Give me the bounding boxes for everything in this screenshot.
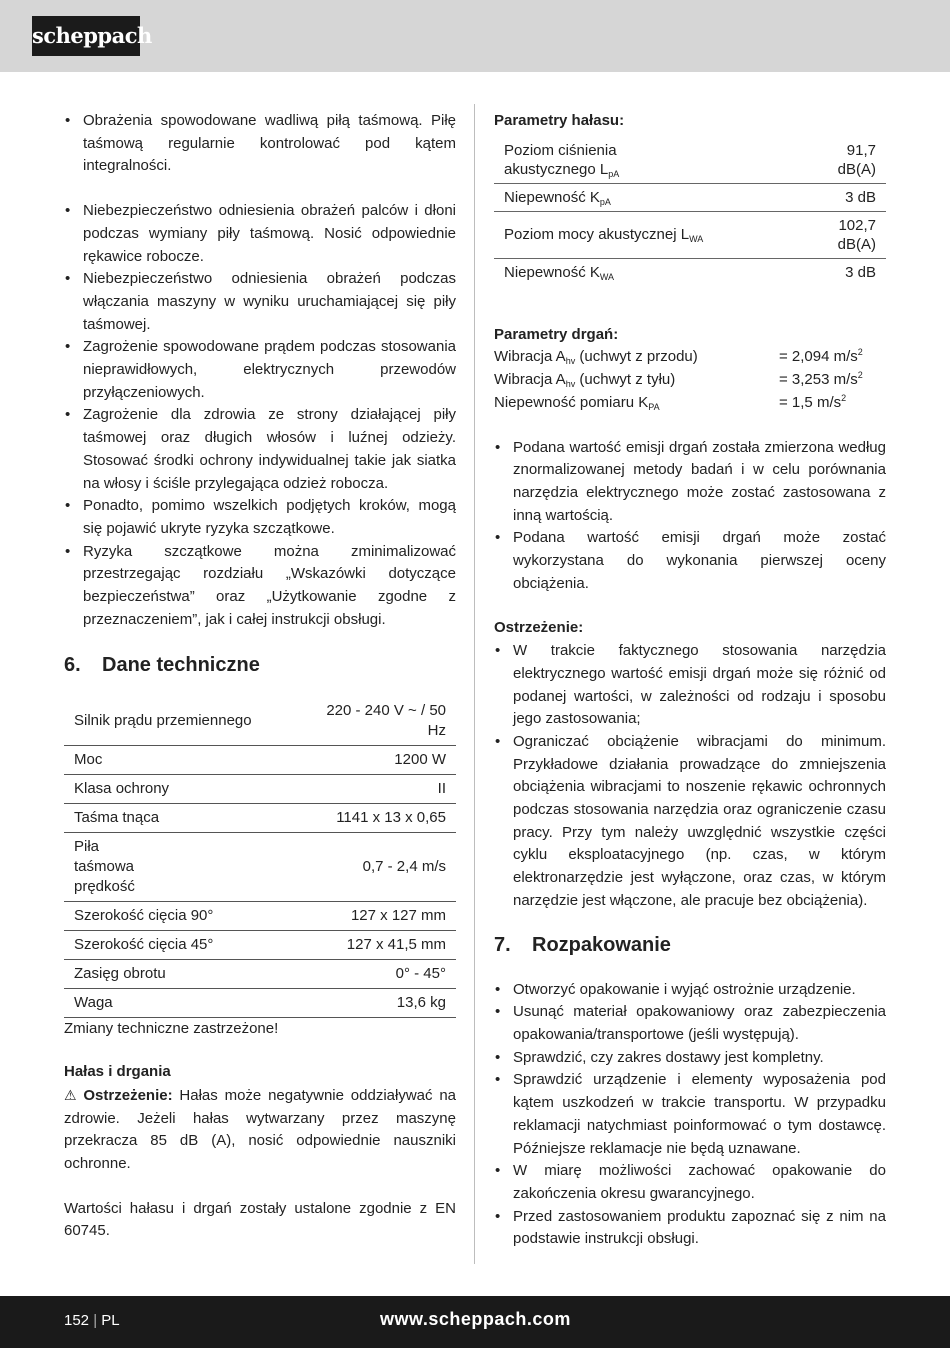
noise-value: 3 dB [809,183,886,211]
vibration-row: Wibracja $A_{hv}$ (uchwyt z tyłu) = 3,253 $m/s^2$ [494,370,863,390]
warning-text: Hałas może negatywnie oddziaływać na zdrowie. Jeżeli hałas wytwarzany przez maszynę przekracza 85 dB (A), nosić odpowiednie nauszniki ochronne. [64,1086,457,1172]
vibration-notes-list [494,437,886,596]
list-item: • Ponadto, pomimo wszelkich podjętych kroków, mogą się pojawić ukryte ryzyka szczątkowe. [64,495,456,540]
spec-value: 220 - 240 V ~ / 50 Hz [316,697,456,746]
spec-label: Moc [64,746,316,775]
list-item: • Zagrożenie spowodowane prądem podczas stosowania nieprawidłowych, elektrycznych przewodów przyłączeniowych. [64,336,456,404]
section-title: Rozpakowanie [532,933,671,956]
spec-value: 0° - 45° [316,960,456,989]
list-item: • W miarę możliwości zachować opakowanie do zakończenia okresu gwarancyjnego. [494,1160,886,1205]
list-item: • Usunąć materiał opakowaniowy oraz zabezpieczenia opakowania/transportowe (jeśli występują). [494,1001,886,1046]
spec-label: Szerokość cięcia 45° [64,931,316,960]
list-item: • Obrażenia spowodowane wadliwą piłą taśmową. Piłę taśmową regularnie kontrolować pod kątem integralności. [64,110,456,178]
left-column [64,110,456,1243]
table-row [64,833,456,902]
list-item: • Sprawdzić, czy zakres dostawy jest kompletny. [494,1047,886,1070]
spec-value: 1200 W [316,746,456,775]
section-number: 7. [494,933,511,956]
noise-label: Niepewność $K_{WA}$ [504,263,615,282]
noise-warning [64,1084,456,1176]
noise-label: Poziom mocy akustycznej $L_{WA}$ [494,211,809,258]
website-url: www.scheppach.com [380,1309,571,1329]
spec-value: II [316,775,456,804]
list-item: • Ograniczać obciążenie wibracjami do minimum. Przykładowe działania prowadzące do zmniejszenia obciążenia wibracjami to noszenie rękawic ochronnych podczas stosowania narzędzia oraz ograniczenie czasu pracy. Przy tym należy uwzględnić wszystkie części cyklu eksploatacyjnego (np. czas, w którym elektronarzędzie jest wyłączone, oraz czas, w którym narzędzie jest włączone, ale pracuje bez obciążenia). [494,731,886,913]
vibration-params-title: Parametry drgań: [494,325,619,343]
noise-table [494,137,886,286]
page-number: 152 | PL [64,1312,120,1329]
noise-label: Niepewność $K_{pA}$ [494,183,809,211]
table-row [64,960,456,989]
table-row [494,211,886,258]
list-item: • Podana wartość emisji drgań może zostać wykorzystana do wykonania pierwszej oceny obciążenia. [494,527,886,595]
table-row [64,931,456,960]
list-item: • W trakcie faktycznego stosowania narzędzia elektrycznego wartość emisji drgań może się różnić od podanej wartości, w zależności od rodzaju i sposobu jego zastosowania; [494,640,886,731]
table-row [494,183,886,211]
vibration-row: Niepewność pomiaru $K_{PA}$ = 1,5 $m/s^2$ [494,392,847,412]
noise-vibration-heading: Hałas i drgania [64,1063,171,1081]
column-divider [474,104,475,1264]
spec-label: Szerokość cięcia 90° [64,902,316,931]
list-item: • Zagrożenie dla zdrowia ze strony działającej piły taśmowej oraz długich włosów i luźnej odzieży. Stosować środki ochrony indywidualnej takie jak siatka na włosy i ściśle przylegająca odzież robocza. [64,404,456,495]
list-item: • Niebezpieczeństwo odniesienia obrażeń palców i dłoni podczas wymiany piły taśmową. Nosić odpowiednie rękawice robocze. [64,200,456,268]
list-item: • Przed zastosowaniem produktu zapoznać się z nim na podstawie instrukcji obsługi. [494,1206,886,1251]
spec-label: Klasa ochrony [64,775,316,804]
section-heading-6 [64,651,456,679]
noise-value: 102,7 dB(A) [809,211,886,258]
spec-table [64,697,456,1018]
spec-value: 1141 x 13 x 0,65 [316,804,456,833]
table-row [494,258,886,286]
right-column [494,110,886,1251]
section-number: 6. [64,654,81,677]
table-row [64,989,456,1018]
page-footer [0,1296,950,1348]
noise-value: 91,7 dB(A) [809,137,886,184]
list-item: • Podana wartość emisji drgań została zmierzona według znormalizowanej metody badań i w celu porównania narzędzia elektrycznego może zostać zastosowana z inną wartością. [494,437,886,528]
scheppach-logo: scheppach [32,16,140,56]
spec-label: Piła taśmowa prędkość [64,833,316,902]
warning-list [494,640,886,912]
table-row [64,697,456,746]
risk-list [64,110,456,631]
warning-title: Ostrzeżenie: [494,619,584,637]
list-item: • Niebezpieczeństwo odniesienia obrażeń podczas włączania maszyny w wyniku uruchamiającej się piły taśmowej. [64,268,456,336]
spec-label: Taśma tnąca [64,804,316,833]
warning-triangle-icon: ⚠ [64,1086,77,1103]
spec-label: Zasięg obrotu [64,960,316,989]
spec-note: Zmiany techniczne zastrzeżone! [64,1020,279,1038]
list-item: • Sprawdzić urządzenie i elementy wyposażenia pod kątem uszkodzeń w trakcie transportu. W przypadku reklamacji natychmiast poinformować o tym dostawcę. Późniejsze reklamacje nie będą uznawane. [494,1069,886,1160]
list-item: • Otworzyć opakowanie i wyjąć ostrożnie urządzenie. [494,979,886,1002]
section-heading-7 [494,931,886,959]
warning-label: Ostrzeżenie: [83,1086,173,1104]
values-note: Wartości hałasu i drgań zostały ustalone zgodnie z EN 60745. [64,1199,456,1240]
spec-label: Silnik prądu przemiennego [64,697,316,746]
spec-value: 127 x 41,5 mm [316,931,456,960]
unpack-list [494,979,886,1251]
page-header [0,0,950,72]
table-row [64,902,456,931]
spec-value: 127 x 127 mm [316,902,456,931]
section-title: Dane techniczne [102,654,260,677]
table-row [494,137,886,184]
spec-label: Waga [64,989,316,1018]
vibration-row: Wibracja $A_{hv}$ (uchwyt z przodu) = 2,094 $m/s^2$ [494,347,863,367]
spec-value: 13,6 kg [316,989,456,1018]
table-row [64,746,456,775]
table-row [64,804,456,833]
noise-label: Poziom ciśnienia akustycznego $L_{pA}$ [494,137,809,184]
noise-params-title: Parametry hałasu: [494,112,625,129]
spec-value: 0,7 - 2,4 m/s [316,833,456,902]
table-row [64,775,456,804]
list-item: • Ryzyka szczątkowe można zminimalizować przestrzegając rozdziału „Wskazówki dotyczące bezpieczeństwa” oraz „Użytkowanie zgodne z przeznaczeniem”, jak i całej instrukcji obsługi. [64,541,456,632]
noise-value: 3 dB [845,263,876,281]
